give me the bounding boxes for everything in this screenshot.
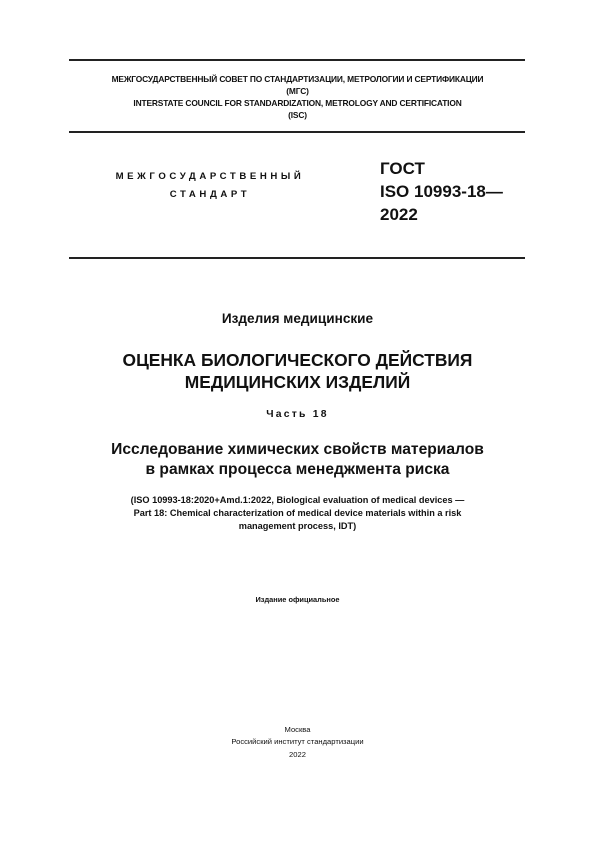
designation-gost: ГОСТ <box>380 159 425 178</box>
imprint-publisher: Российский институт стандартизации <box>231 736 364 746</box>
imprint-year: 2022 <box>289 750 306 759</box>
part-number: Часть 18 <box>266 409 329 420</box>
main-title-line2: МЕДИЦИНСКИХ ИЗДЕЛИЙ <box>184 372 411 392</box>
council-name-ru: МЕЖГОСУДАРСТВЕННЫЙ СОВЕТ ПО СТАНДАРТИЗАЦИИ, МЕТРОЛОГИИ И СЕРТИФИКАЦИИ <box>111 74 484 84</box>
designation-number: ISO 10993-18— <box>380 182 503 201</box>
imprint-city: Москва <box>284 725 311 734</box>
reference-line1: (ISO 10993-18:2020+Amd.1:2022, Biological evaluation of medical devices — <box>130 495 465 505</box>
council-name-en: INTERSTATE COUNCIL FOR STANDARDIZATION, METROLOGY AND CERTIFICATION <box>133 98 462 108</box>
council-rule <box>69 131 525 133</box>
imprint <box>0 724 595 761</box>
main-title <box>0 349 595 393</box>
designation-rule <box>69 257 525 259</box>
council-abbr-ru: (МГС) <box>286 86 309 96</box>
international-reference <box>0 494 595 533</box>
product-group: Изделия медицинские <box>221 311 374 326</box>
subtitle <box>0 440 595 480</box>
standard-kind-line1: МЕЖГОСУДАРСТВЕННЫЙ <box>115 171 305 182</box>
main-title-line1: ОЦЕНКА БИОЛОГИЧЕСКОГО ДЕЙСТВИЯ <box>122 350 473 370</box>
standard-designation <box>380 157 503 226</box>
top-rule <box>69 59 525 61</box>
reference-line2: Part 18: Chemical characterization of medical device materials within a risk <box>133 508 462 518</box>
subtitle-line1: Исследование химических свойств материалов <box>111 441 484 458</box>
standard-kind <box>94 171 326 200</box>
subtitle-line2: в рамках процесса менеджмента риска <box>145 461 450 478</box>
official-edition: Издание официальное <box>255 595 340 604</box>
reference-line3: management process, IDT) <box>238 521 357 531</box>
designation-year: 2022 <box>380 205 418 224</box>
council-abbr-en: (ISC) <box>288 110 307 120</box>
standard-kind-line2: СТАНДАРТ <box>169 189 251 200</box>
council-block <box>0 73 595 121</box>
